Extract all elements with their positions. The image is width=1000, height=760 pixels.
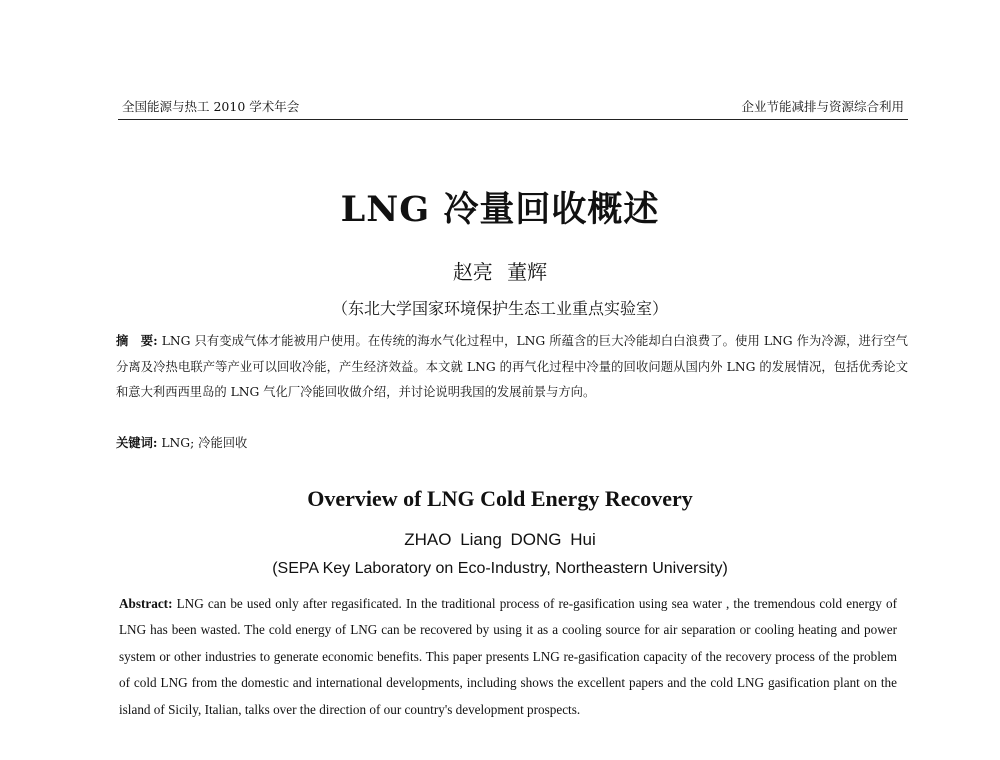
english-abstract-text: LNG can be used only after regasificated. In the traditional process of re-gasification using sea water , the tremendous cold energy of LNG has been wasted. The cold energy of LNG can be recovered by using it as a cooling source for air separation or cooling heating and power system or other industries to generate economic benefits. This paper presents LNG re-gasification capacity of the recovery process of the problem of cold LNG from the domestic and international developments, including shows the excellent papers and the cold LNG gasification plant on the island of Sicily, Italian, talks over the direction of our country's development prospects. bbox=[119, 596, 898, 717]
english-abstract bbox=[119, 591, 897, 723]
english-title: Overview of LNG Cold Energy Recovery bbox=[307, 486, 693, 511]
section-name: 企业节能减排与资源综合利用 bbox=[741, 99, 904, 114]
running-header bbox=[118, 95, 908, 120]
chinese-abstract-label: 摘 要: bbox=[116, 333, 158, 348]
chinese-keywords bbox=[116, 430, 908, 456]
chinese-title: LNG 冷量回收概述 bbox=[340, 189, 660, 230]
chinese-keywords-label: 关键词: bbox=[116, 435, 158, 450]
chinese-abstract-text: LNG 只有变成气体才能被用户使用。在传统的海水气化过程中，LNG 所蕴含的巨大冷能却白白浪费了。使用 LNG 作为冷源，进行空气分离及冷热电联产等产业可以回收冷能，产生经济效益。本文就 LNG 的再气化过程中冷量的回收问题从国内外 LNG 的发展情况，包括优秀论文和意大利西西里岛的 LNG 气化厂冷能回收做介绍，并讨论说明我国的发展前景与方向。 bbox=[116, 334, 908, 399]
chinese-authors: 赵亮 董辉 bbox=[452, 260, 548, 284]
conference-name: 全国能源与热工 2010 学术年会 bbox=[122, 99, 300, 114]
chinese-keywords-text: LNG; 冷能回收 bbox=[161, 436, 248, 450]
english-authors: ZHAO Liang DONG Hui bbox=[404, 530, 596, 549]
english-abstract-label: Abstract: bbox=[119, 596, 173, 611]
english-affiliation: (SEPA Key Laboratory on Eco-Industry, Northeastern University) bbox=[272, 560, 728, 577]
chinese-abstract bbox=[116, 328, 908, 406]
chinese-affiliation: （东北大学国家环境保护生态工业重点实验室） bbox=[331, 299, 668, 318]
